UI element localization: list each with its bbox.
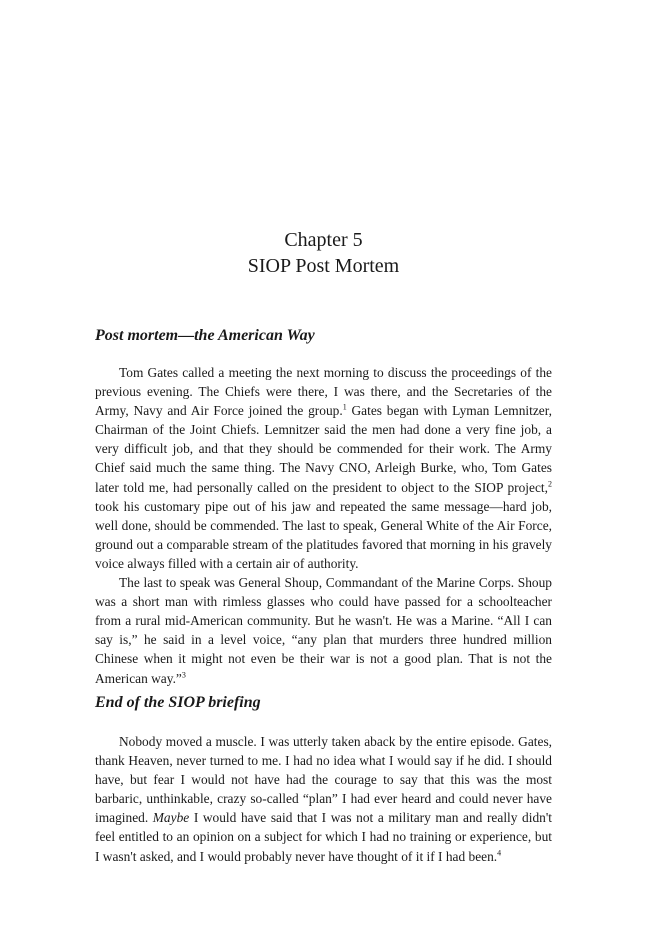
section-end-of-briefing <box>95 693 552 866</box>
chapter-title: SIOP Post Mortem <box>247 255 400 277</box>
section-heading: End of the SIOP briefing <box>95 694 261 711</box>
section-post-mortem <box>95 326 552 688</box>
paragraph: Tom Gates called a meeting the next morning to discuss the proceedings of the previous evening. The Chiefs were there, I was there, and the Secretaries of the Army, Navy and Air Force joined the group.$^1$ Gates began with Lyman Lemnitzer, Chairman of the Joint Chiefs. Lemnitzer said the men had done a very fine job, a very difficult job, and that they should be commended for their work. The Army Chief said much the same thing. The Navy CNO, Arleigh Burke, who, Tom Gates later told me, had personally called on the president to object to the SIOP project,$^2$ took his customary pipe out of his jaw and repeated the same message—hard job, well done, should be commended. The last to speak, General White of the Air Force, ground out a comparable stream of the platitudes favored that morning in his gravely voice always filled with a certain air of authority. <box>95 365 552 571</box>
emphasis: Maybe <box>152 810 190 826</box>
section-heading: Post mortem—the American Way <box>95 327 315 344</box>
footnote-ref[interactable]: 4 <box>497 848 502 858</box>
chapter-heading <box>95 227 552 279</box>
chapter-number: Chapter 5 <box>284 229 363 251</box>
footnote-ref[interactable]: 3 <box>181 670 186 680</box>
footnote-ref[interactable]: 2 <box>548 479 552 489</box>
paragraph: The last to speak was General Shoup, Commandant of the Marine Corps. Shoup was a short man with rimless glasses who could have passed for a schoolteacher from a rural mid-American community. But he wasn't. He was a Marine. “All I can say is,” he said in a level voice, “any plan that murders three hundred million Chinese when it might not even be their war is not a good plan. That is not the American way.”$^3$ <box>95 575 552 686</box>
footnote-ref[interactable]: 1 <box>342 402 347 412</box>
paragraph: Nobody moved a muscle. I was utterly taken aback by the entire episode. Gates, thank Heaven, never turned to me. I had no idea what I would say if he did. I should have, but fear I would not have had the courage to say that this was the most barbaric, unthinkable, crazy so-called “plan” I had ever heard and could never have imagined. Maybe I would have said that I was not a military man and really didn't feel entitled to an opinion on a subject for which I had no training or experience, but I wasn't asked, and I would probably never have thought of it if I had been.$^4$ <box>95 734 552 864</box>
